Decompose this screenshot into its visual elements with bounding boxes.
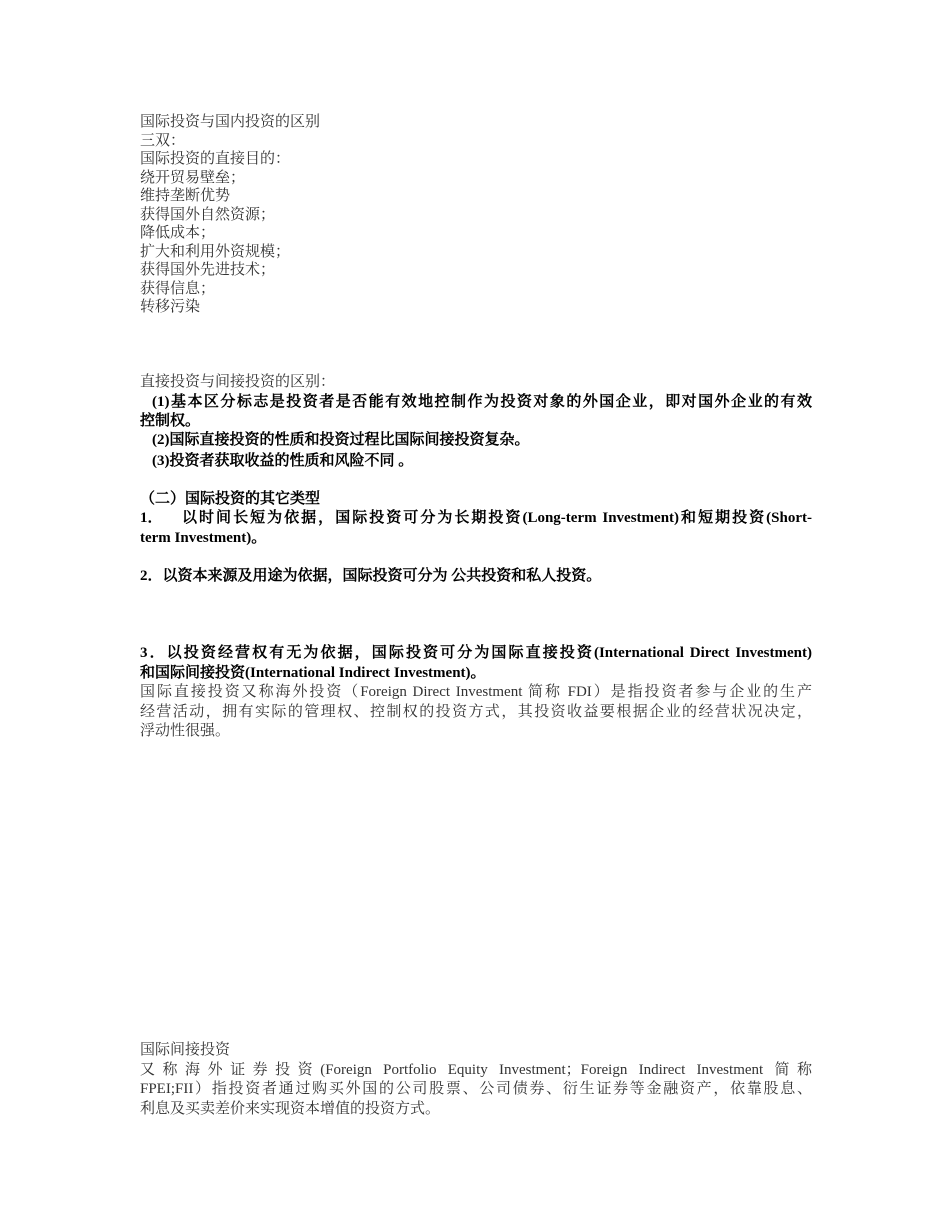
text-line: 三双： — [140, 132, 186, 149]
section-heading: 直接投资与间接投资的区别： — [140, 374, 336, 390]
section-title: 国际投资与国内投资的区别 — [140, 114, 321, 130]
item-number: 1． — [140, 510, 163, 526]
purpose-heading: 国际投资的直接目的： — [140, 151, 291, 167]
type-item-1 — [140, 509, 812, 528]
list-item: 降低成本； — [140, 225, 216, 241]
section-heading: 国际间接投资 — [140, 1042, 231, 1058]
point-text: 控制权。 — [140, 413, 201, 429]
point-text: 2．以资本来源及用途为依据，国际投资可分为 公共投资和私人投资。 — [140, 568, 602, 584]
list-item: 维持垄断优势 — [140, 188, 231, 204]
paragraph-line: 国际直接投资又称海外投资（Foreign Direct Investment 简称 FDI）是指投资者参与企业的生产 — [140, 684, 812, 700]
list-item: 获得国外先进技术； — [140, 262, 276, 278]
paragraph-line: 浮动性很强。 — [140, 723, 231, 739]
list-item: 获得信息； — [140, 280, 216, 297]
list-item: 扩大和利用外资规模； — [140, 243, 291, 260]
paragraph-line: FPEI;FII）指投资者通过购买外国的公司股票、公司债券、衍生证券等金融资产，依靠股息、 — [140, 1081, 812, 1097]
paragraph-line: 又称海外证券投资(Foreign Portfolio Equity Investment；Foreign Indirect Investment 简称 — [140, 1062, 812, 1078]
point-text: term Investment)。 — [140, 530, 267, 546]
section-heading: （二）国际投资的其它类型 — [140, 491, 321, 507]
list-item: 绕开贸易壁垒； — [140, 169, 246, 186]
point-text: (1)基本区分标志是投资者是否能有效地控制作为投资对象的外国企业，即对国外企业的有效 — [152, 394, 812, 410]
paragraph-line: 经营活动，拥有实际的管理权、控制权的投资方式，其投资收益要根据企业的经营状况决定， — [140, 704, 812, 720]
point-text: 和国际间接投资(International Indirect Investment)。 — [140, 665, 486, 681]
point-text: 3．以投资经营权有无为依据，国际投资可分为国际直接投资(International Direct Investment) — [140, 645, 812, 661]
point-text: (2)国际直接投资的性质和投资过程比国际间接投资复杂。 — [152, 432, 530, 448]
point-text: 以时间长短为依据，国际投资可分为长期投资(Long-term Investment)和短期投资(Short- — [182, 510, 812, 526]
point-text: (3)投资者获取收益的性质和风险不同 。 — [152, 453, 414, 469]
paragraph-line: 利息及买卖差价来实现资本增值的投资方式。 — [140, 1101, 441, 1117]
list-item: 获得国外自然资源； — [140, 206, 276, 223]
list-item: 转移污染 — [140, 299, 201, 315]
